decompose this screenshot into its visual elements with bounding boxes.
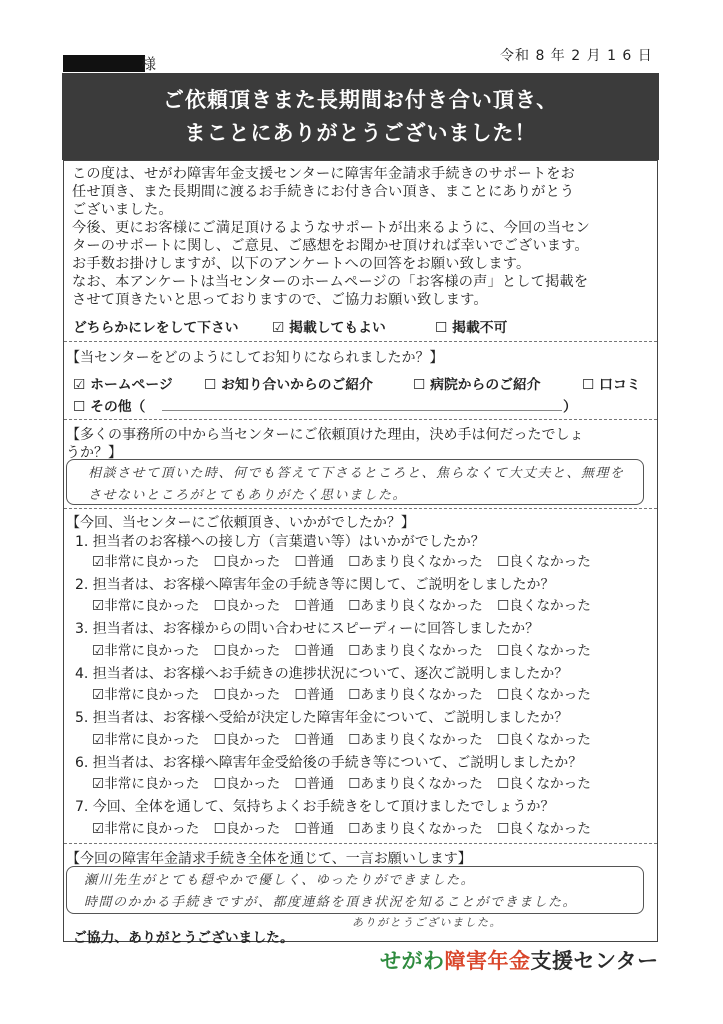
comment-line3: ありがとうございました。 (352, 916, 502, 929)
logo-segment: 支援センター (530, 949, 659, 973)
banner-line-2: まことにありがとうございました！ (184, 120, 537, 145)
intro-line: お手数お掛けしますが、以下のアンケートへの回答をお願い致します。 (72, 256, 531, 272)
question-5: 5. 担当者は、お客様へ受給が決定した障害年金について、ご説明しましたか？ (75, 710, 569, 726)
comment-line2: 時間のかかる手続きですが、都度連絡を頂き状況を知ることができました。 (84, 895, 578, 910)
intro-line: 任せ頂き、また長期間に渡るお手続きにお付き合い頂き、まことにありがとう (72, 184, 575, 200)
option-hospital[interactable]: ☐ 病院からのご紹介 (413, 377, 541, 393)
option-acquaintance[interactable]: ☐ お知り合いからのご紹介 (204, 377, 373, 393)
intro-line: ターのサポートに関し、ご意見、ご感想をお聞かせ頂ければ幸いでございます。 (72, 238, 589, 254)
option-other[interactable]: ☐ その他（ (73, 399, 146, 415)
logo-segment: せがわ (380, 949, 445, 973)
redacted-name (63, 55, 145, 72)
question-2: 2. 担当者は、お客様へ障害年金の手続き等に関して、ご説明をしましたか？ (75, 577, 555, 593)
other-close-paren: ） (563, 399, 577, 415)
thanks-message: ご協力、ありがとうございました。 (73, 930, 294, 946)
option-word-of-mouth[interactable]: ☐ 口コミ (582, 377, 641, 393)
divider (64, 508, 657, 509)
option-homepage[interactable]: ☑ ホームページ (73, 377, 173, 393)
divider (64, 843, 657, 844)
answer-row-5[interactable]: ☑非常に良かった ☐良かった ☐普通 ☐あまり良くなかった ☐良くなかった (92, 732, 591, 748)
consent-no-checkbox[interactable]: ☐ 掲載不可 (435, 320, 508, 336)
section4-heading: 【今回の障害年金請求手続き全体を通じて、一言お願いします】 (66, 851, 472, 867)
reason-answer-line1: 相談させて頂いた時、何でも答えて下さるところと、焦らなくて大丈夫と、無理を (88, 466, 625, 481)
question-4: 4. 担当者は、お客様へお手続きの進捗状況について、逐次ご説明しましたか？ (75, 666, 569, 682)
section1-heading: 【当センターをどのようにしてお知りになられましたか？】 (66, 350, 444, 366)
answer-row-6[interactable]: ☑非常に良かった ☐良かった ☐普通 ☐あまり良くなかった ☐良くなかった (92, 776, 591, 792)
logo-segment: 障害年金 (444, 949, 531, 973)
intro-line: させて頂きたいと思っておりますので、ご協力お願い致します。 (72, 292, 488, 308)
title-banner (62, 73, 659, 160)
question-6: 6. 担当者は、お客様へ障害年金受給後の手続き等について、ご説明しましたか？ (75, 755, 583, 771)
question-1: 1. 担当者のお客様への接し方（言葉遣い等）はいかがでしたか？ (75, 534, 485, 550)
intro-line: ございました。 (72, 202, 173, 218)
answer-row-4[interactable]: ☑非常に良かった ☐良かった ☐普通 ☐あまり良くなかった ☐良くなかった (92, 687, 591, 703)
intro-line: なお、本アンケートは当センターのホームページの「お客様の声」として掲載を (72, 274, 589, 290)
section2-heading-line1: 【多くの事務所の中から当センターにご依頼頂けた理由，決め手は何だったでしょ (66, 427, 584, 443)
section3-heading: 【今回、当センターにご依頼頂き、いかがでしたか？】 (66, 515, 415, 531)
reason-answer-line2: させないところがとてもありがたく思いました。 (88, 488, 408, 503)
answer-row-1[interactable]: ☑非常に良かった ☐良かった ☐普通 ☐あまり良くなかった ☐良くなかった (92, 554, 591, 570)
intro-line: この度は、せがわ障害年金支援センターに障害年金請求手続きのサポートをお (72, 166, 575, 182)
question-7: 7. 今回、全体を通して、気持ちよくお手続きをして頂けましたでしょうか？ (75, 799, 555, 815)
answer-row-3[interactable]: ☑非常に良かった ☐良かった ☐普通 ☐あまり良くなかった ☐良くなかった (92, 643, 591, 659)
consent-yes-checkbox[interactable]: ☑ 掲載してもよい (272, 320, 386, 336)
question-3: 3. 担当者は、お客様からの問い合わせにスピーディーに回答しましたか？ (75, 621, 540, 637)
center-logo (380, 945, 659, 975)
answer-row-7[interactable]: ☑非常に良かった ☐良かった ☐普通 ☐あまり良くなかった ☐良くなかった (92, 821, 591, 837)
section2-heading-line2: うか？】 (66, 445, 122, 461)
answer-row-2[interactable]: ☑非常に良かった ☐良かった ☐普通 ☐あまり良くなかった ☐良くなかった (92, 598, 591, 614)
other-answer-line[interactable] (162, 410, 562, 411)
consent-prompt: どちらかにレをして下さい (73, 320, 239, 336)
comment-line1: 瀬川先生がとても穏やかで優しく、ゆったりができました。 (84, 873, 476, 888)
recipient-honorific: 様 (141, 55, 157, 73)
divider (64, 419, 657, 420)
banner-line-1: ご依頼頂きまた長期間お付き合い頂き、 (162, 87, 559, 112)
intro-line: 今後、更にお客様にご満足頂けるようなサポートが出来るように、今回の当セン (72, 220, 590, 236)
date: 令和 8 年 2 月 1 6 日 (500, 48, 653, 64)
divider (64, 341, 657, 342)
